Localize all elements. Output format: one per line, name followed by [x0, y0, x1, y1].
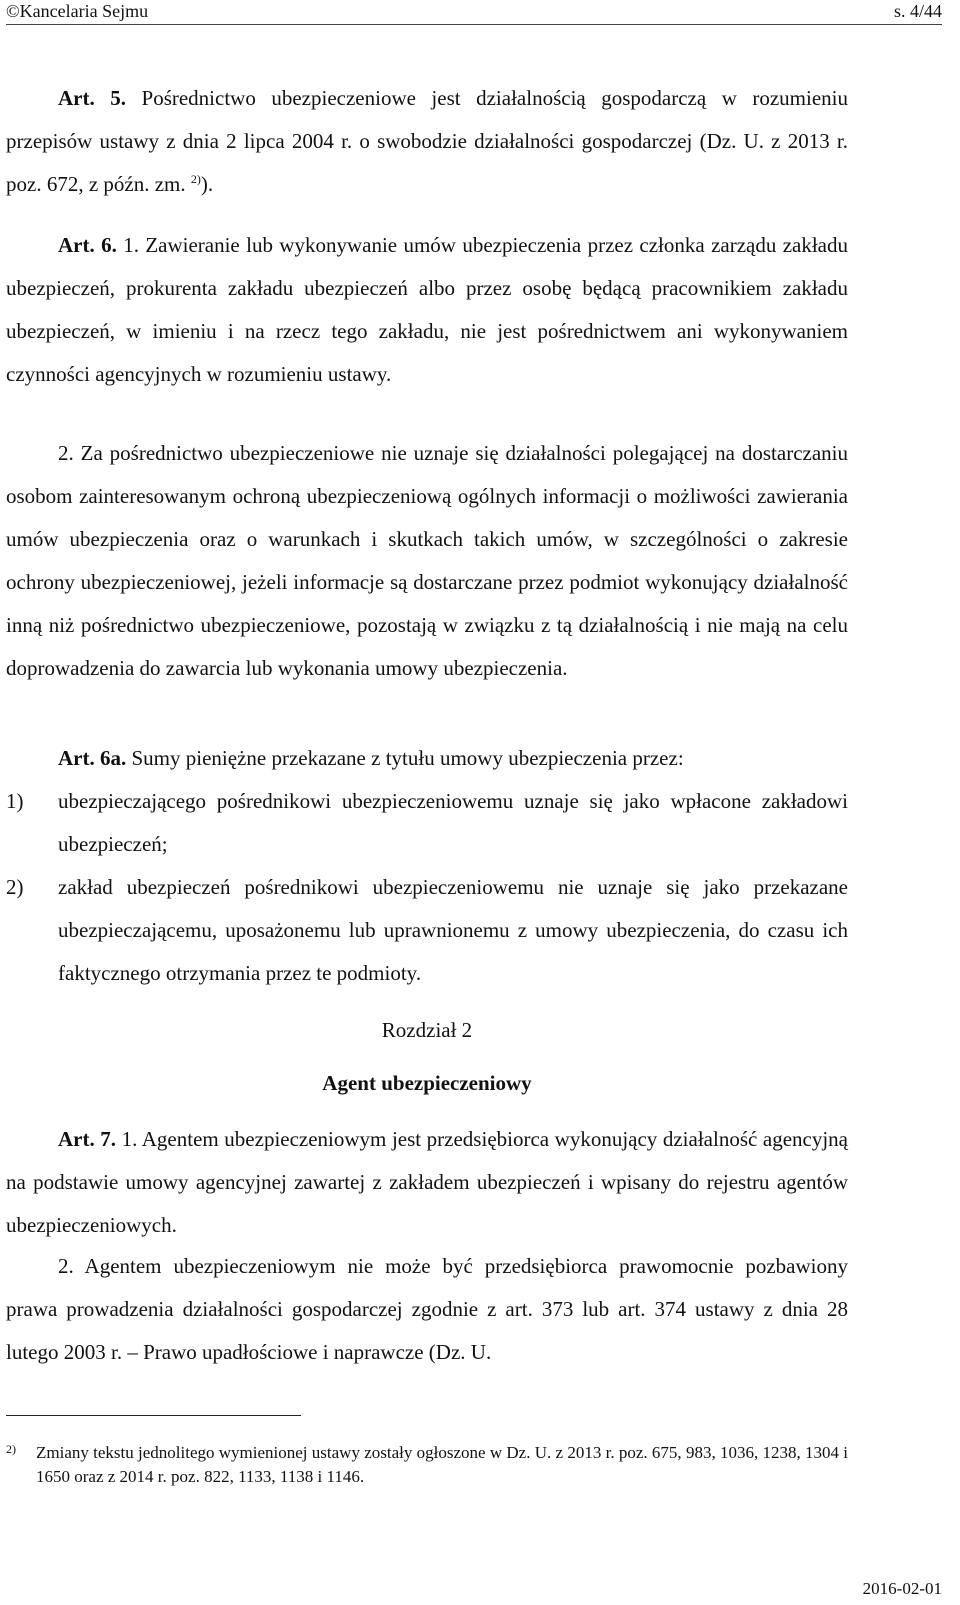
article-6-p1-number: 1. — [123, 233, 139, 257]
article-7-p2-number: 2. — [58, 1254, 74, 1278]
footnote-mark: 2) — [6, 1442, 16, 1456]
article-6a-intro — [6, 737, 848, 780]
article-5 — [6, 77, 848, 206]
article-6-paragraph-2 — [6, 432, 848, 690]
article-7-label: Art. 7. — [58, 1127, 117, 1151]
footnote-divider — [6, 1415, 301, 1416]
article-5-tail: ). — [200, 172, 214, 196]
header-divider — [6, 24, 942, 25]
list-item-number: 1) — [6, 789, 24, 813]
header-page-number: s. 4/44 — [893, 1, 942, 21]
article-7-p1-text: Agentem ubezpieczeniowym jest przedsiębiorca wykonujący działalność agencyjną na podstawie umowy agencyjnej zawartej z zakładem ubezpieczeń i wpisany do rejestru agentów ubezpieczeniowych. — [6, 1127, 849, 1237]
article-5-text: Pośrednictwo ubezpieczeniowe jest działalnością gospodarczą w rozumieniu przepisów ustawy z dnia 2 lipca 2004 r. o swobodzie działalności gospodarczej (Dz. U. z 2013 r. poz. 672, z późn. zm. — [6, 86, 849, 196]
article-7-p1-number: 1. — [121, 1127, 138, 1151]
article-6-label: Art. 6. — [58, 233, 117, 257]
list-item-text: ubezpieczającego pośrednikowi ubezpieczeniowemu uznaje się jako wpłacone zakładowi ubezpieczeń; — [58, 789, 848, 856]
footnote-reference[interactable]: 2) — [190, 172, 201, 186]
article-7-p2-text: Agentem ubezpieczeniowym nie może być przedsiębiorca prawomocnie pozbawiony prawa prowadzenia działalności gospodarczej zgodnie z art. 373 lub art. 374 ustawy z dnia 28 lutego 2003 r. – Prawo upadłościowe i naprawcze (Dz. U. — [6, 1254, 848, 1364]
article-6-p2-number: 2. — [58, 441, 74, 465]
footnote — [6, 1441, 848, 1489]
article-6a-label: Art. 6a. — [58, 746, 127, 770]
article-6-paragraph-1 — [6, 224, 848, 396]
article-7-paragraph-1 — [6, 1118, 848, 1247]
chapter-title: Agent ubezpieczeniowy — [322, 1071, 532, 1095]
chapter-number: Rozdział 2 — [381, 1018, 473, 1042]
list-item — [6, 780, 848, 866]
article-6a-intro-text: Sumy pieniężne przekazane z tytułu umowy ubezpieczenia przez: — [131, 746, 684, 770]
list-item-text: zakład ubezpieczeń pośrednikowi ubezpieczeniowemu nie uznaje się jako przekazane ubezpieczającemu, uposażonemu lub uprawnionemu z umowy ubezpieczenia, do czasu ich faktycznego otrzymania przez te podmioty. — [58, 875, 848, 985]
list-item — [6, 866, 848, 995]
article-5-label: Art. 5. — [58, 86, 126, 110]
article-6a-list — [6, 780, 848, 995]
header-source: ©Kancelaria Sejmu — [6, 1, 149, 21]
footnote-text: Zmiany tekstu jednolitego wymienionej ustawy zostały ogłoszone w Dz. U. z 2013 r. poz. 675, 983, 1036, 1238, 1304 i 1650 oraz z 2014 r. poz. 822, 1133, 1138 i 1146. — [36, 1443, 848, 1486]
list-item-number: 2) — [6, 875, 24, 899]
article-6-p2-text: Za pośrednictwo ubezpieczeniowe nie uznaje się działalności polegającej na dostarczaniu osobom zainteresowanym ochroną ubezpieczeniową ogólnych informacji o możliwości zawierania umów ubezpieczenia oraz o warunkach i skutkach takich umów, w szczególności o zakresie ochrony ubezpieczeniowej, jeżeli informacje są dostarczane przez podmiot wykonujący działalność inną niż pośrednictwo ubezpieczeniowe, pozostają w związku z tą działalnością i nie mają na celu doprowadzenia do zawarcia lub wykonania umowy ubezpieczenia. — [6, 441, 848, 680]
article-6-p1-text: Zawieranie lub wykonywanie umów ubezpieczenia przez członka zarządu zakładu ubezpieczeń, prokurenta zakładu ubezpieczeń albo przez osobę będącą pracownikiem zakładu ubezpieczeń, w imieniu i na rzecz tego zakładu, nie jest pośrednictwem ani wykonywaniem czynności agencyjnych w rozumieniu ustawy. — [6, 233, 848, 386]
footer-date: 2016-02-01 — [862, 1579, 942, 1598]
article-7-paragraph-2 — [6, 1245, 848, 1374]
